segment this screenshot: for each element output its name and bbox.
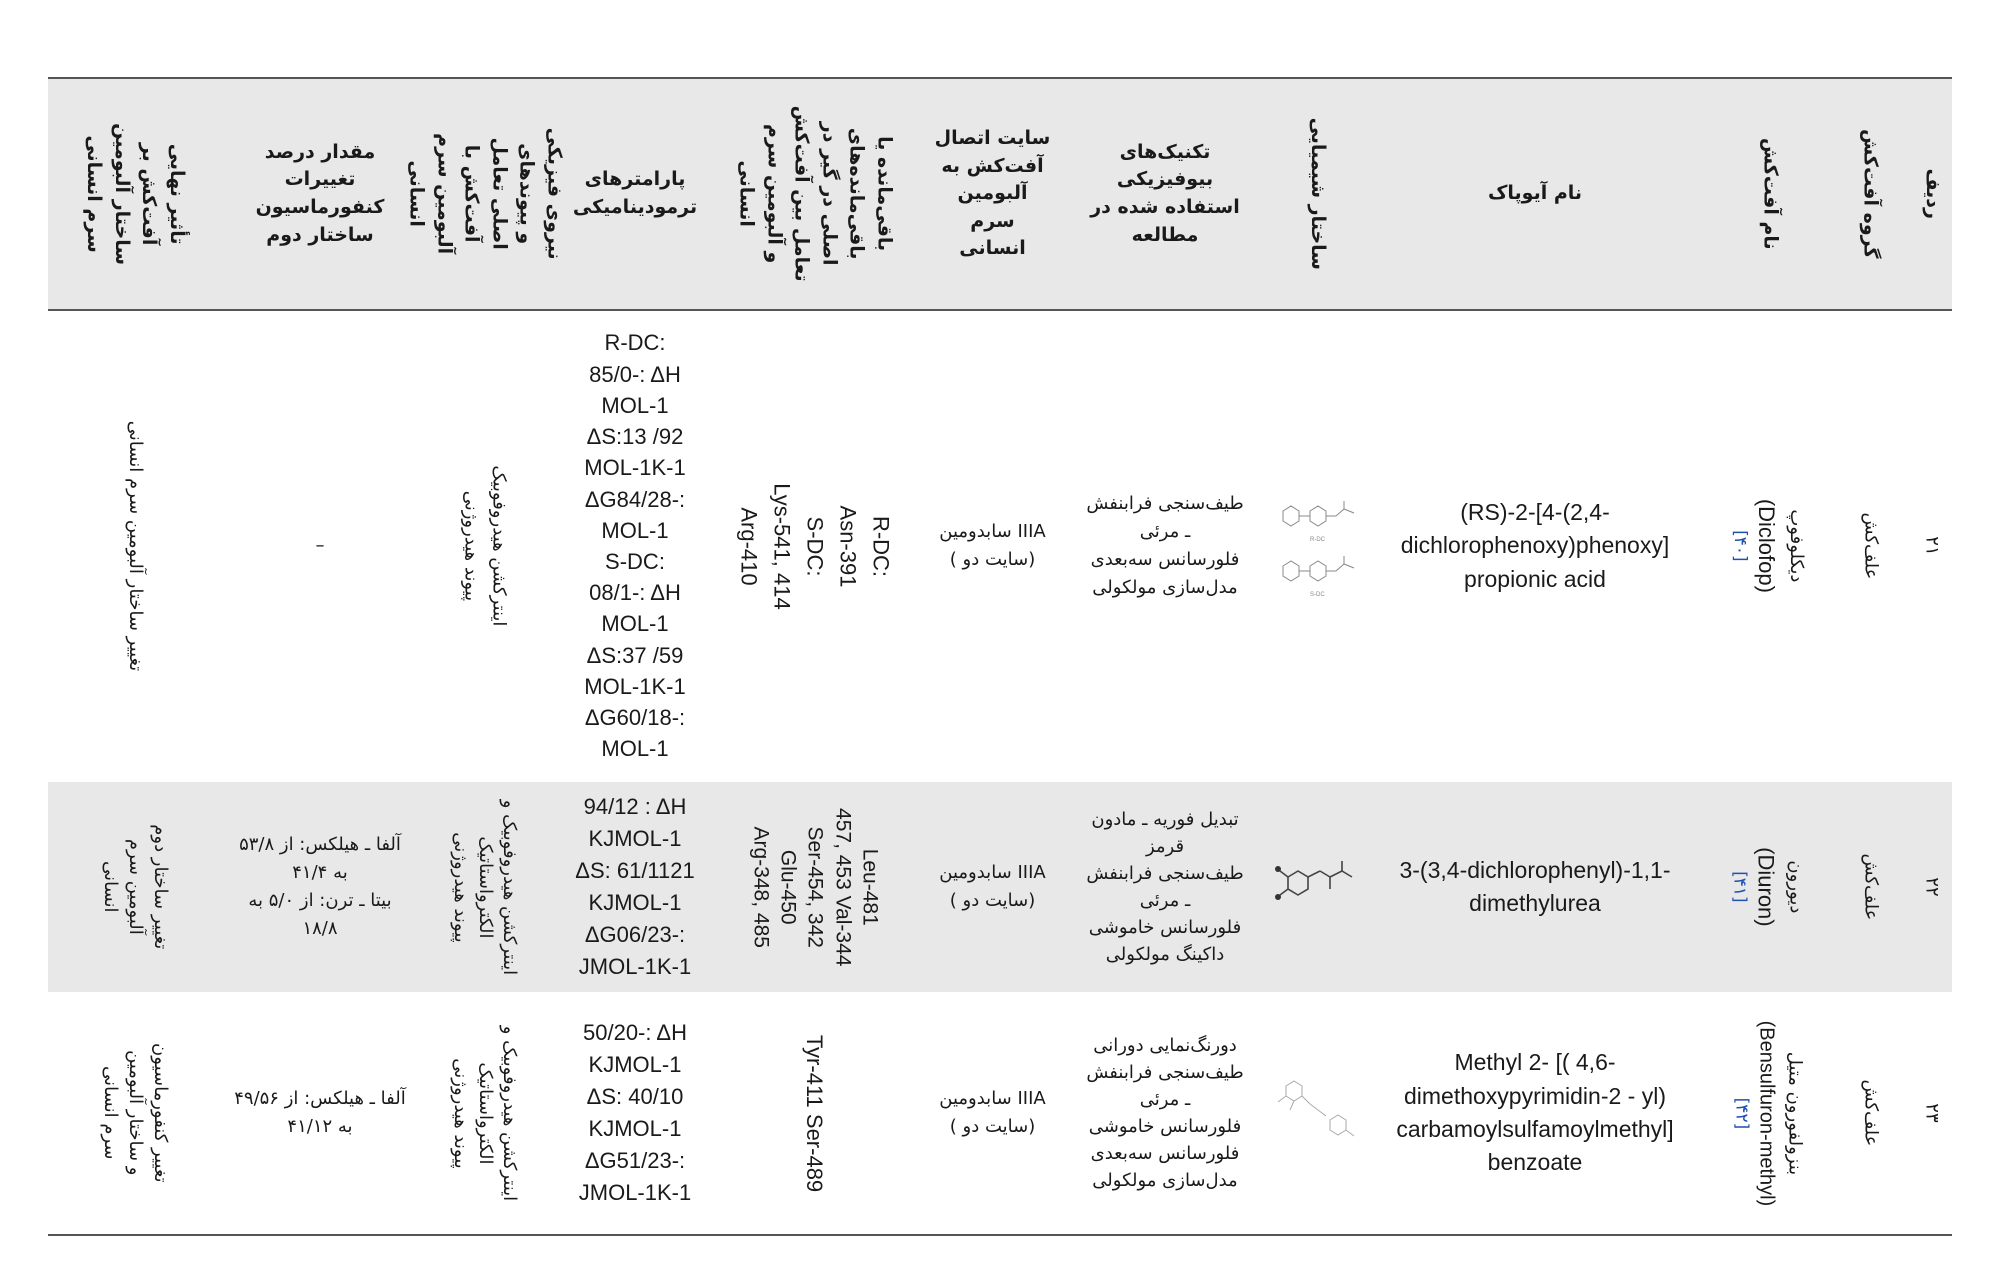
row-23-number: ۲۳ [1921, 1103, 1943, 1123]
diclofop-structure-image [1268, 481, 1368, 611]
row-22-number: ۲۲ [1921, 877, 1943, 897]
header-key-residues: باقی‌مانده یا باقی‌مانده‌های اصلی در گیر در تعامل بین آفت‌کش و آلبومین سرم انسانی [735, 106, 896, 282]
row-21-number: ۲۱ [1921, 536, 1943, 556]
row-21-conformation: – [315, 535, 325, 557]
row-21-group: علف‌کش [1859, 512, 1881, 580]
header-thermo-params: پارامترهای ترمودینامیکی [572, 168, 698, 218]
row-23-residues: Tyr-411 Ser-489 [802, 1034, 828, 1192]
row-22-thermo: 94/12 : ΔH KJMOL-1 ΔS: 61/1121 KJMOL-1 ΔG06/23-: JMOL-1K-1 [575, 794, 695, 979]
row-22-binding-site: سابدومین IIIA ( سایت دو) [939, 862, 1046, 911]
row-23-binding-site: سابدومین IIIA ( سایت دو) [939, 1088, 1046, 1137]
structure-label-rdc: R-DC [1309, 537, 1325, 543]
row-22-final-effect: تغییر ساختار دوم آلبومین سرم انسانی [99, 824, 171, 950]
header-iupac-name: نام آیوپاک [1487, 182, 1583, 205]
reference-link[interactable]: [۴۲] [1731, 1097, 1752, 1129]
row-23-group: علف‌کش [1859, 1079, 1881, 1147]
row-21-final-effect: تغییر ساختار آلبومین سرم انسانی [124, 420, 146, 672]
row-23-techniques: دورنگ‌نمایی دورانی طیف‌سنجی فرابنفش ـ مرئی فلورسانس خاموشی فلورسانس سه‌بعدی مدل‌سازی مولکولی [1086, 1035, 1244, 1191]
row-22-techniques: تبدیل فوریه ـ مادون قرمز طیف‌سنجی فرابنفش ـ مرئی فلورسانس خاموشی داکینگ مولکولی [1086, 809, 1244, 965]
reference-link[interactable]: [۴۱] [1730, 871, 1751, 903]
row-23-iupac: Methyl 2- [( 4,6-dimethoxypyrimidin-2 - yl) carbamoylsulfamoylmethyl] benzoate [1396, 1049, 1674, 1176]
row-23-forces: اینترکشن هیدروفوبیک و الکترواستاتیک پیوند هیدروژنی [450, 1025, 521, 1201]
row-21-forces: اینترکشن هیدروفوبیک پیوند هیدروژنی [461, 465, 510, 627]
header-pesticide-group: گروه آفت‌کش [1859, 129, 1882, 259]
header-binding-site: سایت اتصال آفت‌کش به آلبومین سرم انسانی [934, 127, 1051, 260]
row-21-binding-site: سابدومین IIIA ( سایت دو) [939, 521, 1046, 570]
row-22-forces: اینترکشن هیدروفوبیک و الکترواستاتیک پیوند هیدروژنی [450, 799, 521, 975]
row-22-residues: Leu-481 457, 453 Val-344 Ser-454, 342 Glu-450 Arg-348, 485 [749, 807, 882, 967]
row-21-iupac: (RS)-2-[4-(2,4-dichlorophenoxy)phenoxy] propionic acid [1400, 498, 1670, 592]
header-pesticide-name: نام آفت‌کش [1759, 138, 1782, 250]
row-21-techniques: طیف‌سنجی فرابنفش ـ مرئی فلورسانس سه‌بعدی مدل‌سازی مولکولی [1086, 493, 1244, 598]
row-22-iupac: 3-(3,4-dichlorophenyl)-1,1-dimethylurea [1399, 856, 1671, 916]
row-22-conformation: آلفا ـ هیلکس: از ۵۳/۸ به ۴۱/۴ بیتا ـ ترن: از ۵/۰ به ۱۸/۸ [239, 834, 401, 939]
header-final-effect: تأثیر نهایی آفت‌کش بر ساختار آلبومین سرم انسانی [83, 123, 189, 265]
row-22-group: علف‌کش [1859, 853, 1881, 921]
header-biophysical-techniques: تکنیک‌های بیوفیزیکی استفاده شده در مطالعه [1090, 140, 1240, 246]
row-23-final-effect: تغییر کنفورماسیون و ساختار آلبومین سرم انسانی [99, 1043, 171, 1183]
row-23-pesticide-name: بنزولفورون متیل (Bensulfuron-methyl) [۴۲] [1731, 1020, 1806, 1206]
row-22-structure [1265, 782, 1370, 992]
header-forces: نیروی فیزیکی و پیوندهای اصلی تعامل آفت‌کش با آلبومین سرم انسانی [405, 128, 566, 260]
header-conformation-change: مقدار درصد تغییرات کنفورماسیون ساختار دوم [255, 140, 385, 246]
row-21-pesticide-name: دیکلوفوپ (Diclofop) [۴۰] [1730, 498, 1807, 594]
row-21-residues: R-DC: Asn-391 S-DC: Lys-541, 414 Arg-410 [736, 482, 894, 610]
row-23-structure [1265, 992, 1370, 1234]
reference-link[interactable]: [۴۰] [1730, 530, 1751, 562]
row-21-structure [1265, 310, 1370, 782]
bottom-rule [48, 1234, 1952, 1236]
row-23-thermo: 50/20-: ΔH KJMOL-1 ΔS: 40/10 KJMOL-1 ΔG51/23-: JMOL-1K-1 [578, 1020, 692, 1205]
diuron-structure-image [1268, 852, 1368, 922]
row-21-thermo: R-DC: 85/0-: ΔH MOL-1 ΔS:13 /92 MOL-1K-1 ΔG84/28-: MOL-1 S-DC: 08/1-: ΔH MOL-1 ΔS:37 /59 MOL-1K-1 ΔG60/18-: MOL-1 [584, 330, 686, 762]
row-23-conformation: آلفا ـ هیلکس: از ۴۹/۵۶ به ۴۱/۱۲ [234, 1088, 406, 1137]
structure-label-sdc: S-DC [1309, 592, 1325, 598]
row-22-pesticide-name: دیورون (Diuron) [۴۱] [1730, 847, 1807, 927]
bensulfuron-methyl-structure-image [1268, 1068, 1368, 1158]
header-chemical-structure: ساختار شیمیایی [1307, 117, 1330, 271]
header-row-no: ردیف [1921, 168, 1944, 220]
